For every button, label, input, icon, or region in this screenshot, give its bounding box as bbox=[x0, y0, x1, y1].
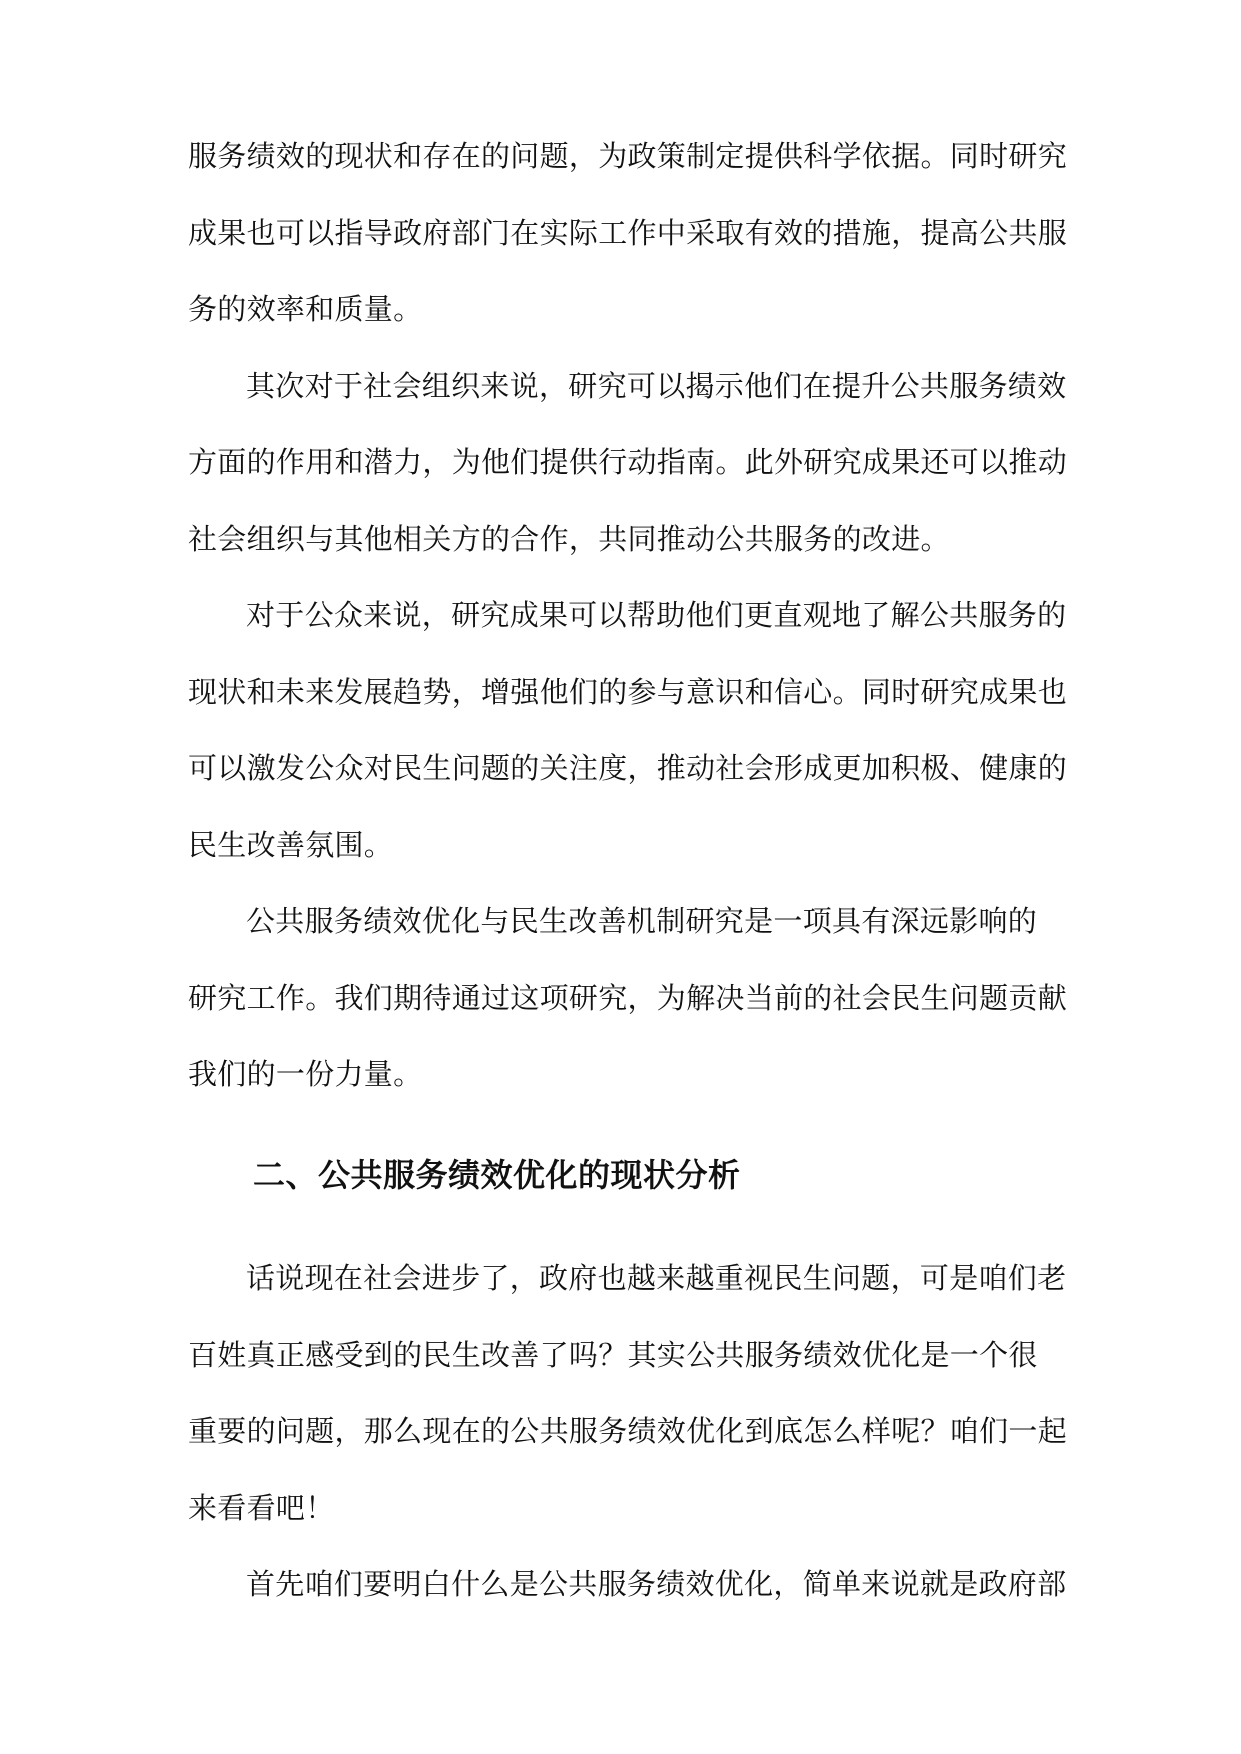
text-line: 民生改善氛围。 bbox=[188, 827, 394, 862]
text-line: 公共服务绩效优化与民生改善机制研究是一项具有深远影响的 bbox=[246, 904, 1038, 938]
text-line: 来看看吧！ bbox=[188, 1490, 335, 1525]
text-line: 百姓真正感受到的民生改善了吗？其实公共服务绩效优化是一个很 bbox=[188, 1337, 1038, 1372]
text-line: 对于公众来说，研究成果可以帮助他们更直观地了解公共服务的 bbox=[246, 598, 1067, 632]
body-text-block-2 bbox=[188, 1240, 1068, 1623]
text-line: 研究工作。我们期待通过这项研究，为解决当前的社会民生问题贡献 bbox=[188, 980, 1068, 1015]
text-line: 务的效率和质量。 bbox=[188, 292, 423, 326]
body-text-block-1 bbox=[188, 118, 1068, 1113]
text-line: 首先咱们要明白什么是公共服务绩效优化，简单来说就是政府部 bbox=[246, 1567, 1067, 1601]
text-line: 重要的问题，那么现在的公共服务绩效优化到底怎么样呢？咱们一起 bbox=[188, 1414, 1068, 1448]
text-line: 可以激发公众对民生问题的关注度，推动社会形成更加积极、健康的 bbox=[188, 751, 1068, 785]
text-line: 现状和未来发展趋势，增强他们的参与意识和信心。同时研究成果也 bbox=[188, 674, 1068, 709]
text-line: 成果也可以指导政府部门在实际工作中采取有效的措施，提高公共服 bbox=[188, 215, 1068, 250]
text-line: 我们的一份力量。 bbox=[188, 1057, 423, 1091]
text-line: 服务绩效的现状和存在的问题，为政策制定提供科学依据。同时研究 bbox=[188, 139, 1068, 173]
text-line: 话说现在社会进步了，政府也越来越重视民生问题，可是咱们老 bbox=[246, 1261, 1067, 1295]
text-line: 社会组织与其他相关方的合作，共同推动公共服务的改进。 bbox=[188, 521, 950, 556]
text-line: 方面的作用和潜力，为他们提供行动指南。此外研究成果还可以推动 bbox=[188, 445, 1068, 479]
section-heading: 二、公共服务绩效优化的现状分析 bbox=[253, 1156, 741, 1194]
text-line: 其次对于社会组织来说，研究可以揭示他们在提升公共服务绩效 bbox=[246, 368, 1067, 403]
